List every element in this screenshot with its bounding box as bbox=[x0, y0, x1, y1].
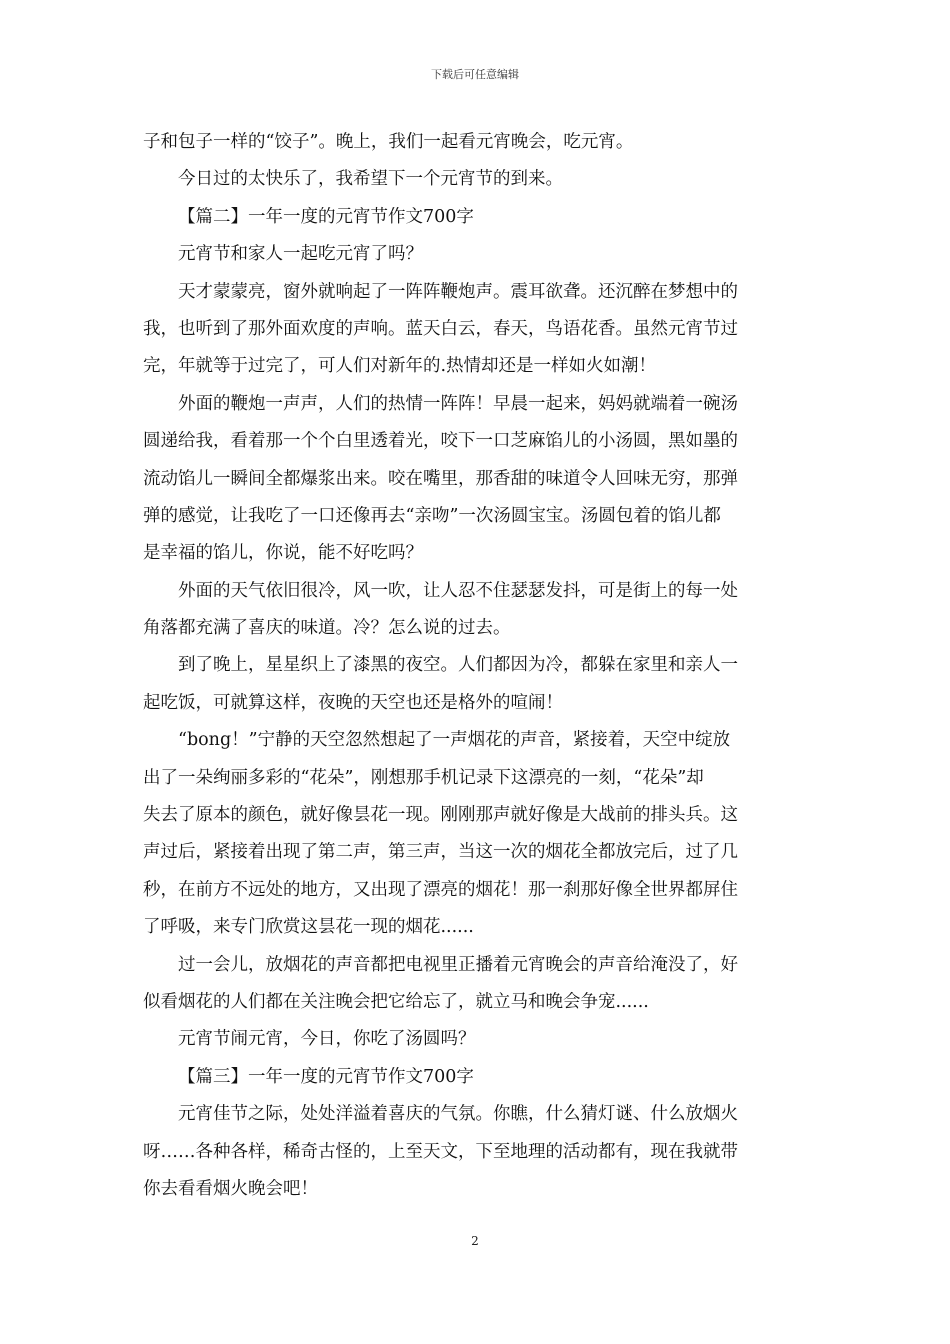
text-line: 子和包子一样的“饺子”。晚上，我们一起看元宵晚会，吃元宵。 bbox=[143, 132, 634, 152]
text-line: 声过后，紧接着出现了第二声，第三声，当这一次的烟花全都放完后，过了几 bbox=[143, 842, 738, 863]
text-line: 【篇三】一年一度的元宵节作文700字 bbox=[178, 1066, 474, 1087]
text-line: 外面的鞭炮一声声，人们的热情一阵阵！早晨一起来，妈妈就端着一碗汤 bbox=[178, 393, 738, 414]
text-line: 呀……各种各样，稀奇古怪的，上至天文，下至地理的活动都有，现在我就带 bbox=[143, 1141, 738, 1162]
text-line: 到了晚上，星星织上了漆黑的夜空。人们都因为冷，都躲在家里和亲人一 bbox=[178, 655, 738, 676]
text-line: 你去看看烟火晚会吧！ bbox=[143, 1178, 318, 1199]
text-line: 秒，在前方不远处的地方，又出现了漂亮的烟花！那一刹那好像全世界都屏住 bbox=[143, 879, 738, 900]
text-line: 是幸福的馅儿，你说，能不好吃吗？ bbox=[143, 543, 423, 564]
text-line: 元宵节和家人一起吃元宵了吗？ bbox=[178, 244, 423, 265]
text-line: 弹的感觉，让我吃了一口还像再去“亲吻”一次汤圆宝宝。汤圆包着的馅儿都 bbox=[143, 505, 721, 526]
text-line: 外面的天气依旧很冷，风一吹，让人忍不住瑟瑟发抖，可是街上的每一处 bbox=[178, 580, 738, 601]
text-line: 今日过的太快乐了，我希望下一个元宵节的到来。 bbox=[178, 169, 563, 190]
text-line: 似看烟花的人们都在关注晚会把它给忘了，就立马和晚会争宠...... bbox=[143, 991, 649, 1012]
text-line: 元宵节闹元宵，今日，你吃了汤圆吗？ bbox=[178, 1029, 476, 1050]
text-line: 我，也听到了那外面欢度的声响。蓝天白云，春天，鸟语花香。虽然元宵节过 bbox=[143, 318, 738, 339]
text-line: 了呼吸，来专门欣赏这昙花一现的烟花...... bbox=[143, 917, 474, 938]
text-line: 出了一朵绚丽多彩的“花朵”，刚想那手机记录下这漂亮的一刻，“花朵”却 bbox=[143, 767, 704, 788]
text-line: 天才蒙蒙亮，窗外就响起了一阵阵鞭炮声。震耳欲聋。还沉醉在梦想中的 bbox=[178, 281, 738, 302]
text-line: 角落都充满了喜庆的味道。冷？怎么说的过去。 bbox=[143, 618, 511, 639]
text-line: 圆递给我，看着那一个个白里透着光，咬下一口芝麻馅儿的小汤圆，黑如墨的 bbox=[143, 431, 738, 452]
text-line: “bong！”宁静的天空忽然想起了一声烟花的声音，紧接着，天空中绽放 bbox=[178, 730, 731, 751]
text-line: 流动馅儿一瞬间全都爆浆出来。咬在嘴里，那香甜的味道令人回味无穷，那弹 bbox=[143, 468, 738, 489]
page-header: 下载后可任意编辑 bbox=[431, 68, 519, 81]
text-line: 【篇二】一年一度的元宵节作文700字 bbox=[178, 206, 474, 227]
text-line: 过一会儿，放烟花的声音都把电视里正播着元宵晚会的声音给淹没了，好 bbox=[178, 954, 738, 975]
text-line: 失去了原本的颜色，就好像昙花一现。刚刚那声就好像是大战前的排头兵。这 bbox=[143, 805, 738, 826]
text-line: 元宵佳节之际，处处洋溢着喜庆的气氛。你瞧，什么猜灯谜、什么放烟火 bbox=[178, 1104, 738, 1125]
document-body bbox=[143, 124, 811, 1208]
text-line: 完，年就等于过完了，可人们对新年的.热情却还是一样如火如潮！ bbox=[143, 356, 657, 377]
page-number: 2 bbox=[471, 1234, 479, 1248]
text-line: 起吃饭，可就算这样，夜晚的天空也还是格外的喧闹！ bbox=[143, 692, 563, 713]
